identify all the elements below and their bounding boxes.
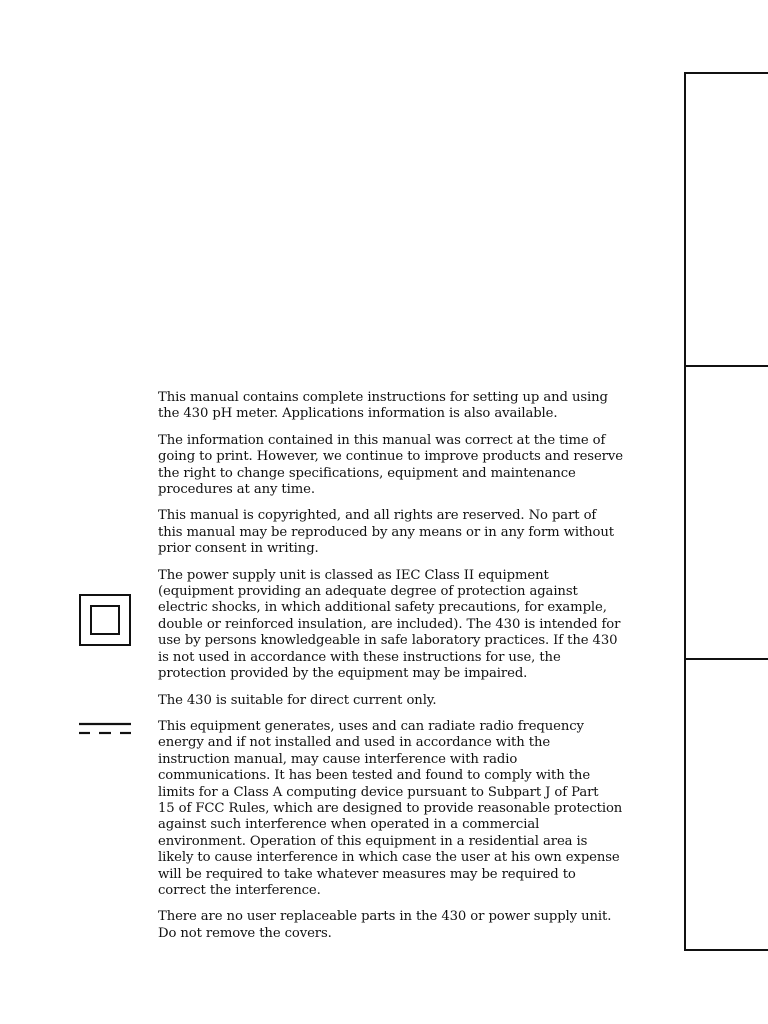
side-tab-divider-upper [684,365,768,367]
paragraph-accuracy: The information contained in this manual was correct at the time of going to print. However, we continue to improve products and reserve the right to change specifications, equipment and maintenance procedures at any time. [158,432,623,498]
manual-body-text [158,390,650,952]
double-insulation-icon [79,594,131,646]
paragraph-fcc-notice: This equipment generates, uses and can radiate radio frequency energy and if not installed and used in accordance with the instruction manual, may cause interference with radio communications. It has been tested and found to comply with the limits for a Class A computing device pursuant to Subpart J of Part 15 of FCC Rules, which are designed to provide reasonable protection against such interference when operated in a commercial environment. Operation of this equipment in a residential area is likely to cause interference in which case the user at his own expense will be required to take whatever measures may be required to correct the interference. [158,718,623,898]
direct-current-icon [79,721,131,737]
paragraph-intro: This manual contains complete instructions for setting up and using the 430 pH meter. Applications information is also available. [158,390,608,422]
paragraph-no-user-parts: There are no user replaceable parts in the 430 or power supply unit. Do not remove the covers. [158,909,612,941]
side-tab-frame [684,72,768,951]
paragraph-safety-class: The power supply unit is classed as IEC Class II equipment (equipment providing an adequate degree of protection against electric shocks, in which additional safety precautions, for example, double or reinforced insulation, are included). The 430 is intended for use by persons knowledgeable in safe laboratory practices. If the 430 is not used in accordance with these instructions for use, the protection provided by the equipment may be impaired. [158,567,621,682]
paragraph-direct-current: The 430 is suitable for direct current only. [158,692,437,708]
side-tab-divider-lower [684,658,768,660]
paragraph-copyright: This manual is copyrighted, and all rights are reserved. No part of this manual may be reproduced by any means or in any form without prior consent in writing. [158,508,614,557]
